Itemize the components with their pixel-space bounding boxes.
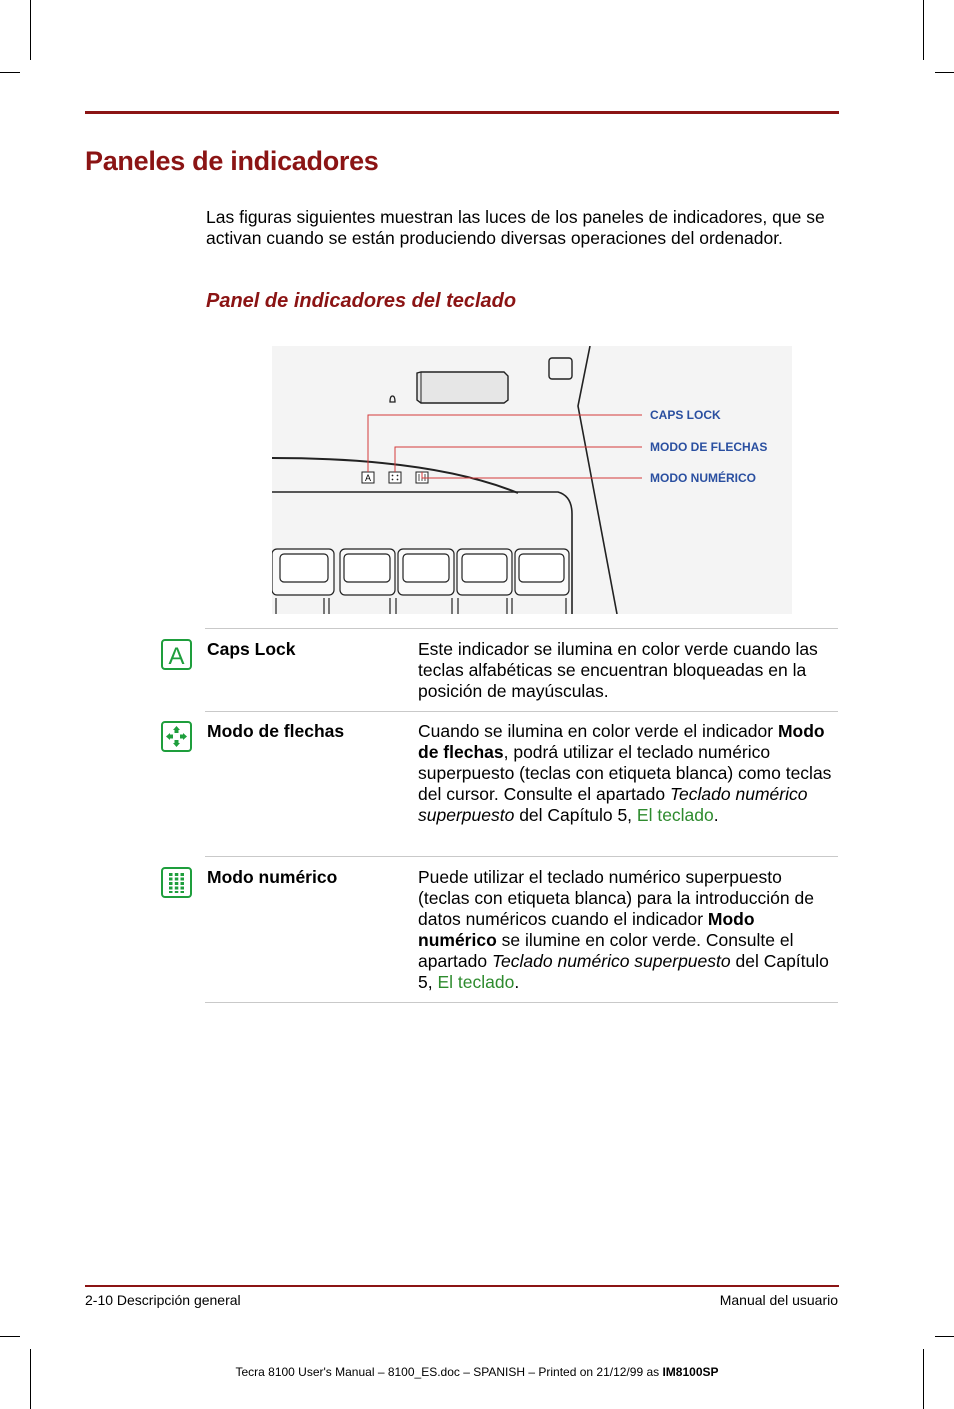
- indicator-term: Modo de flechas: [207, 721, 345, 741]
- table-rule: [205, 856, 838, 857]
- desc-text: Cuando se ilumina en color verde el indicador: [418, 721, 778, 741]
- indicator-description: [418, 721, 838, 826]
- numeric-mode-icon: [161, 867, 192, 898]
- crop-mark: [0, 1336, 20, 1337]
- desc-text: del Capítulo 5,: [514, 805, 637, 825]
- page-title: Paneles de indicadores: [85, 146, 379, 176]
- desc-text: Puede utilizar el teclado numérico superpuesto (teclas con etiqueta blanca) para la introducción de datos numéricos cuando el indicador: [418, 867, 814, 929]
- footer-left: 2-10 Descripción general: [85, 1292, 241, 1308]
- table-rule: [205, 1002, 838, 1003]
- indicator-term: Modo numérico: [207, 867, 338, 887]
- key-row: [272, 549, 569, 595]
- header-rule: [85, 111, 839, 114]
- desc-bold: Modo numérico: [418, 909, 755, 950]
- keyboard-indicator-figure: [272, 346, 792, 614]
- print-line-text: Tecra 8100 User's Manual – 8100_ES.doc – SPANISH – Printed on 21/12/99 as: [235, 1365, 663, 1379]
- desc-text: se ilumine en color verde. Consulte el apartado: [418, 930, 794, 971]
- caps-lock-icon: [161, 639, 192, 670]
- cross-reference-link[interactable]: El teclado: [636, 805, 714, 825]
- footer-rule: [85, 1285, 839, 1287]
- desc-text: del Capítulo 5,: [418, 951, 829, 992]
- figure-label-caps-lock: CAPS LOCK: [650, 408, 721, 422]
- arrow-mode-icon: [161, 721, 192, 752]
- latch: [417, 372, 508, 403]
- indicator-description: Este indicador se ilumina en color verde cuando las teclas alfabéticas se encuentran bloqueadas en la posición de mayúsculas.: [418, 639, 818, 701]
- footer-right: Manual del usuario: [719, 1292, 838, 1308]
- crop-mark: [30, 0, 31, 60]
- crop-mark: [923, 1349, 924, 1409]
- section-subheading: Panel de indicadores del teclado: [206, 290, 517, 312]
- caps-lock-icon-glyph: A: [168, 643, 185, 670]
- desc-italic: Teclado numérico superpuesto: [491, 951, 731, 971]
- indicator-term: Caps Lock: [207, 639, 296, 659]
- figure-label-numeric-mode: MODO NUMÉRICO: [650, 471, 756, 485]
- table-rule: [205, 711, 838, 712]
- crop-mark: [0, 72, 20, 73]
- indicator-description: [418, 867, 838, 993]
- crop-mark: [935, 1336, 954, 1337]
- desc-text: .: [514, 972, 520, 992]
- print-line: [0, 1365, 954, 1379]
- print-code: IM8100SP: [662, 1365, 719, 1379]
- crop-mark: [30, 1349, 31, 1409]
- crop-mark: [923, 0, 924, 60]
- crop-mark: [935, 72, 954, 73]
- desc-italic: Teclado numérico superpuesto: [418, 784, 808, 825]
- intro-paragraph: Las figuras siguientes muestran las luces de los paneles de indicadores, que se activan cuando se están produciendo diversas operaciones del ordenador.: [206, 207, 825, 248]
- caps-lock-lamp-glyph: A: [364, 473, 372, 483]
- cross-reference-link[interactable]: El teclado: [437, 972, 515, 992]
- figure-label-arrow-mode: MODO DE FLECHAS: [650, 440, 768, 454]
- desc-text: .: [713, 805, 719, 825]
- desc-bold: Modo de flechas: [418, 721, 825, 762]
- desc-text: , podrá utilizar el teclado numérico superpuesto (teclas con etiqueta blanca) como teclas del cursor. Consulte el apartado: [418, 742, 832, 804]
- table-rule: [205, 628, 838, 629]
- arrow-mode-lamp: [389, 472, 401, 483]
